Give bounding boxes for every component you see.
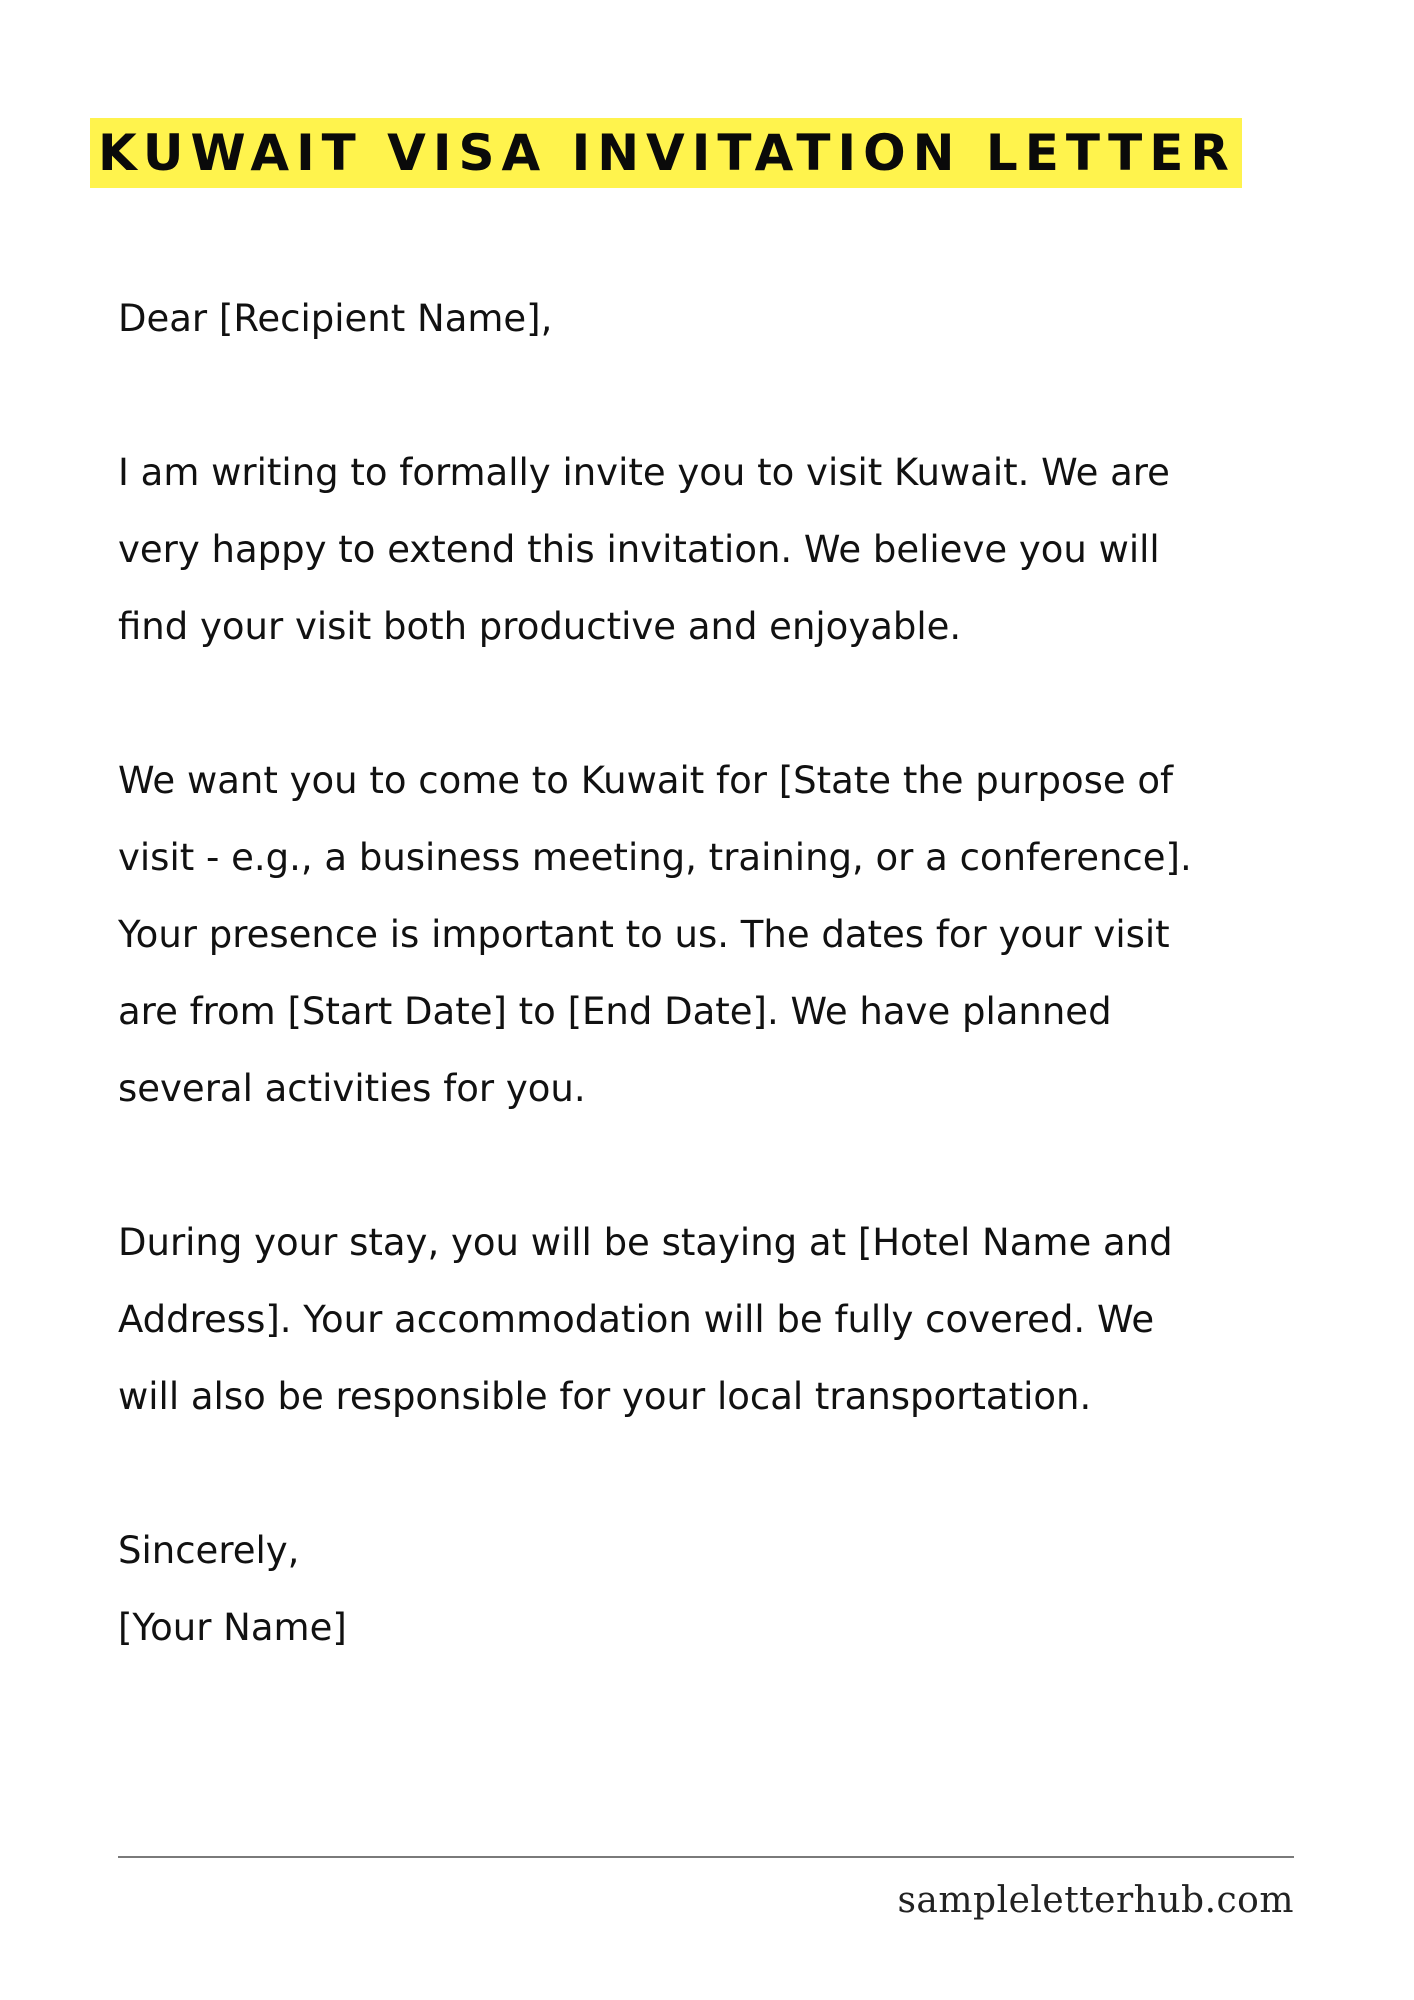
title-container bbox=[90, 118, 1242, 188]
footer-website: sampleletterhub.com bbox=[897, 1880, 1294, 1921]
paragraph-1: I am writing to formally invite you to visit Kuwait. We are very happy to extend this invitation. We believe you will find your visit both productive and enjoyable. bbox=[118, 451, 1170, 648]
footer-divider bbox=[118, 1856, 1294, 1858]
page-title: KUWAIT VISA INVITATION LETTER bbox=[90, 118, 1242, 188]
salutation: Dear [Recipient Name], bbox=[118, 297, 553, 340]
closing: Sincerely, bbox=[118, 1529, 300, 1572]
letter-body bbox=[118, 280, 1368, 1666]
paragraph-3: During your stay, you will be staying at [Hotel Name and Address]. Your accommodation will be fully covered. We will also be responsible for your local transportation. bbox=[118, 1221, 1173, 1418]
signature: [Your Name] bbox=[118, 1606, 347, 1649]
paragraph-2: We want you to come to Kuwait for [State the purpose of visit - e.g., a business meeting, training, or a conference]. Your presence is important to us. The dates for your visit are from [Start Date] to [End Date]. We have planned several activities for you. bbox=[118, 759, 1192, 1110]
